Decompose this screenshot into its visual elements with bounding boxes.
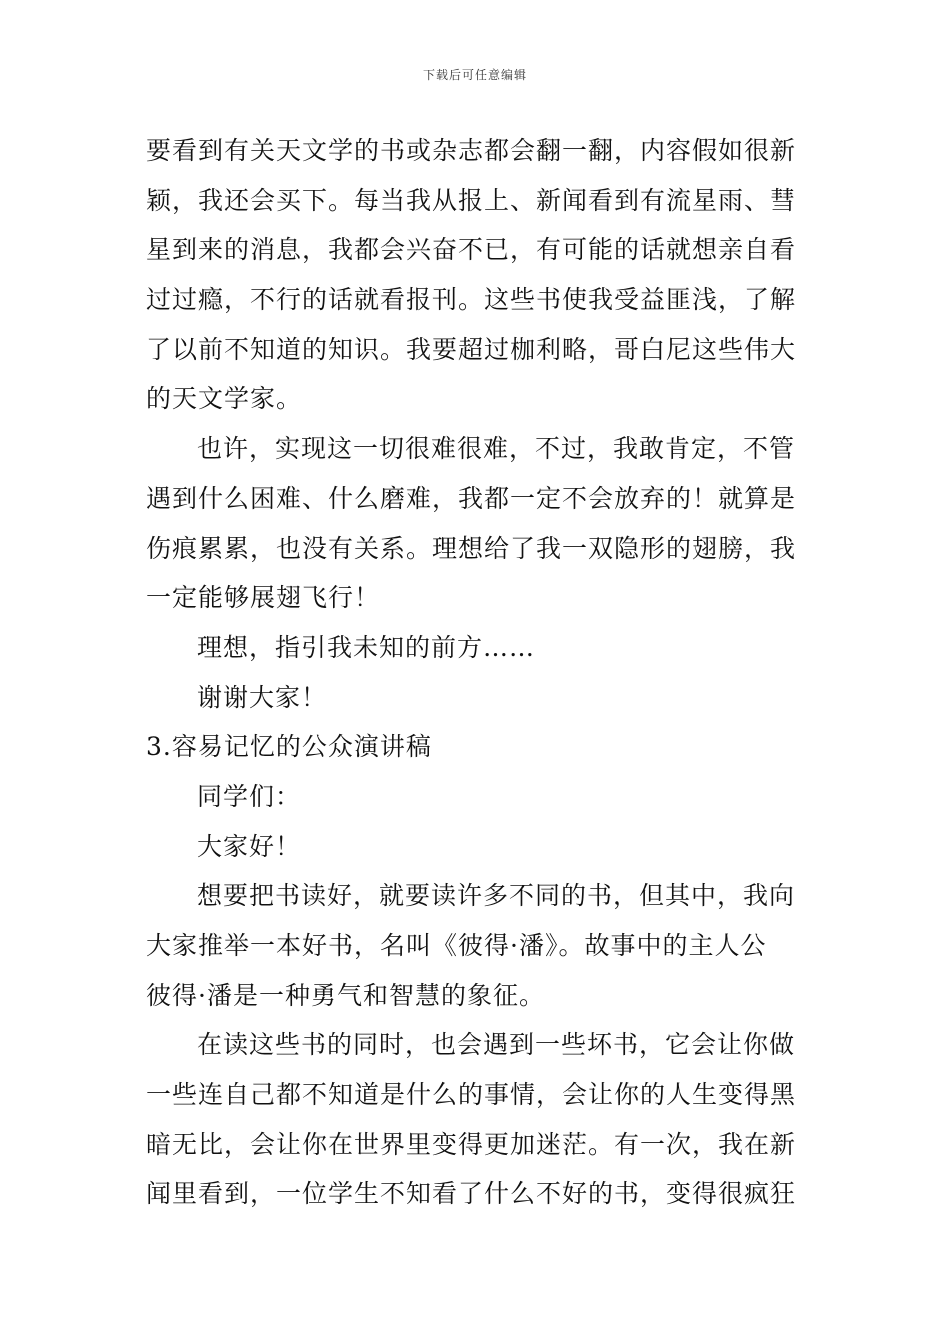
text-line: 谢谢大家！	[197, 682, 328, 712]
text-line: 要看到有关天文学的书或杂志都会翻一翻，内容假如很新	[146, 136, 797, 165]
text-line: 一些连自己都不知道是什么的事情，会让你的人生变得黑	[146, 1080, 797, 1110]
text-line: 暗无比，会让你在世界里变得更加迷茫。有一次，我在新	[146, 1129, 797, 1159]
text-line: 伤痕累累，也没有关系。理想给了我一双隐形的翅膀，我	[146, 533, 797, 563]
text-line: 过过瘾，不行的话就看报刊。这些书使我受益匪浅，了解	[146, 285, 797, 315]
text-line: 的天文学家。	[146, 384, 303, 414]
text-line: 同学们：	[197, 781, 302, 811]
text-line: 一定能够展翅飞行！	[146, 583, 381, 613]
text-line: 想要把书读好，就要读许多不同的书，但其中，我向	[197, 881, 796, 911]
text-line: 理想，指引我未知的前方……	[197, 632, 536, 662]
text-line: 在读这些书的同时，也会遇到一些坏书，它会让你做	[197, 1030, 796, 1060]
text-line: 星到来的消息，我都会兴奋不已，有可能的话就想亲自看	[146, 235, 797, 265]
text-line: 闻里看到，一位学生不知看了什么不好的书，变得很疯狂	[146, 1179, 797, 1209]
text-line: 也许，实现这一切很难很难，不过，我敢肯定，不管	[197, 434, 796, 464]
text-line: 大家推举一本好书，名叫《彼得·潘》。故事中的主人公	[146, 931, 767, 960]
text-line: 3.容易记忆的公众演讲稿	[146, 732, 432, 762]
text-line: 遇到什么困难、什么磨难，我都一定不会放弃的！就算是	[146, 483, 797, 513]
page-header: 下载后可任意编辑	[422, 68, 527, 82]
text-line: 彼得·潘是一种勇气和智慧的象征。	[146, 980, 545, 1010]
text-line: 大家好！	[197, 831, 302, 861]
text-line: 颖，我还会买下。每当我从报上、新闻看到有流星雨、彗	[146, 185, 797, 215]
text-line: 了以前不知道的知识。我要超过枷利略，哥白尼这些伟大	[146, 334, 797, 364]
document-body	[146, 126, 810, 1219]
